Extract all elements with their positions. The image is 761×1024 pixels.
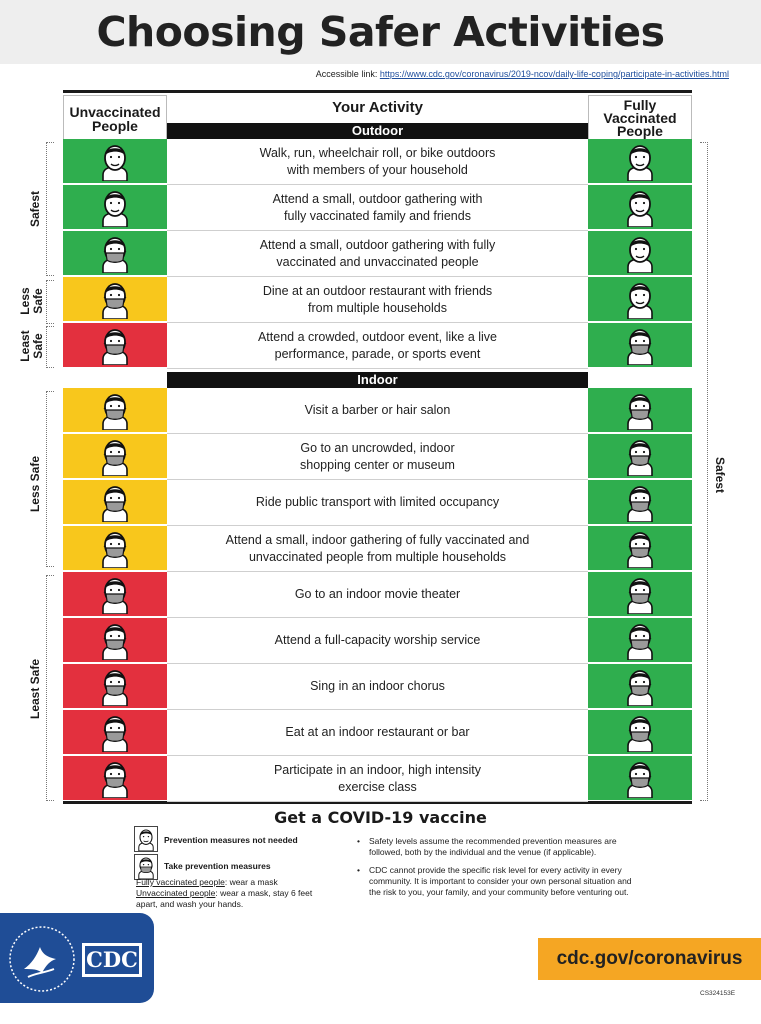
unvaccinated-risk-cell bbox=[63, 480, 167, 524]
activity-text-line2: with members of your household bbox=[287, 162, 468, 177]
face-mask-icon bbox=[622, 528, 658, 568]
note-vaccinated-text: : wear a mask bbox=[224, 877, 278, 887]
activity-cell bbox=[167, 480, 588, 526]
activity-text-line1: Visit a barber or hair salon bbox=[304, 403, 451, 417]
activity-text-line1: Go to an indoor movie theater bbox=[294, 587, 461, 601]
activity-cell bbox=[167, 710, 588, 756]
unvaccinated-risk-cell bbox=[63, 231, 167, 275]
activity-text-line1: Walk, run, wheelchair roll, or bike outdoors bbox=[259, 145, 496, 160]
activity-text-line1: Attend a small, indoor gathering of fully vaccinated and bbox=[225, 532, 530, 547]
face-mask-icon bbox=[97, 620, 133, 660]
face-no-mask-icon bbox=[97, 141, 133, 181]
face-mask-icon bbox=[97, 279, 133, 319]
activity-text-line1: Eat at an indoor restaurant or bar bbox=[285, 725, 470, 739]
disclaimer-item: • CDC cannot provide the specific risk level for every activity in every community. It is important to consider your own personal situation and the risk to you, your family, and your community before venturing out. bbox=[357, 865, 637, 898]
activity-cell bbox=[167, 572, 588, 618]
activity-text-line2: performance, parade, or sports event bbox=[274, 346, 481, 361]
unvaccinated-risk-cell bbox=[63, 323, 167, 367]
vaccinated-risk-cell bbox=[588, 185, 692, 229]
table-row bbox=[63, 388, 692, 434]
activity-text-line1: Attend a full-capacity worship service bbox=[274, 633, 481, 647]
vaccinated-column-header: Fully Vaccinated People bbox=[588, 95, 692, 140]
activities-table bbox=[63, 90, 692, 804]
unvaccinated-risk-cell bbox=[63, 756, 167, 800]
group-label-least-safe-indoor: Least Safe bbox=[28, 658, 42, 720]
unvaccinated-risk-cell bbox=[63, 434, 167, 478]
unvaccinated-risk-cell bbox=[63, 664, 167, 708]
activity-text-line2: from multiple households bbox=[308, 300, 447, 315]
face-no-mask-icon bbox=[134, 826, 158, 852]
cdc-logo bbox=[0, 913, 154, 1003]
face-mask-icon bbox=[622, 574, 658, 614]
activity-text-line2: vaccinated and unvaccinated people bbox=[276, 254, 479, 269]
face-mask-icon bbox=[97, 666, 133, 706]
group-label-less-safe-line2: Safe bbox=[31, 288, 45, 314]
vaccinated-risk-cell bbox=[588, 710, 692, 754]
group-bracket-least-safe-indoor bbox=[46, 575, 54, 801]
vaccinated-risk-cell bbox=[588, 277, 692, 321]
accessible-link[interactable]: https://www.cdc.gov/coronavirus/2019-ncov/daily-life-coping/participate-in-activities.html bbox=[379, 69, 729, 79]
unvaccinated-risk-cell bbox=[63, 618, 167, 662]
activity-text-line1: Participate in an indoor, high intensity bbox=[273, 762, 482, 777]
activity-cell bbox=[167, 231, 588, 277]
note-unvaccinated-cont: apart, and wash your hands. bbox=[136, 899, 244, 909]
group-bracket-least-safe-outdoor bbox=[46, 326, 54, 368]
accessible-link-line bbox=[0, 69, 729, 79]
group-label-safest: Safest bbox=[28, 190, 42, 228]
activity-cell bbox=[167, 664, 588, 710]
document-code: CS324153E bbox=[700, 990, 736, 997]
face-mask-icon bbox=[622, 390, 658, 430]
face-no-mask-icon bbox=[622, 187, 658, 227]
activity-column-header: Your Activity bbox=[332, 99, 423, 116]
face-mask-icon bbox=[97, 574, 133, 614]
disclaimer-list bbox=[357, 836, 637, 905]
table-row bbox=[63, 756, 692, 802]
page-title: Choosing Safer Activities bbox=[96, 8, 665, 56]
vaccinated-risk-cell bbox=[588, 480, 692, 524]
table-row bbox=[63, 139, 692, 185]
section-bar-outdoor: Outdoor bbox=[167, 123, 588, 139]
face-mask-icon bbox=[97, 482, 133, 522]
table-row bbox=[63, 323, 692, 369]
group-bracket-less-safe-outdoor bbox=[46, 280, 54, 324]
table-row bbox=[63, 664, 692, 710]
activity-cell bbox=[167, 434, 588, 480]
activity-cell bbox=[167, 618, 588, 664]
table-row bbox=[63, 526, 692, 572]
note-vaccinated bbox=[136, 877, 346, 888]
legend-no-mask-label: Prevention measures not needed bbox=[164, 835, 298, 845]
activity-cell bbox=[167, 185, 588, 231]
activity-text-line1: Go to an uncrowded, indoor bbox=[300, 440, 455, 455]
group-label-least-safe-line2: Safe bbox=[31, 333, 45, 359]
activity-cell bbox=[167, 277, 588, 323]
unvaccinated-column-header: Unvaccinated People bbox=[63, 95, 167, 140]
unvaccinated-risk-cell bbox=[63, 139, 167, 183]
face-mask-icon bbox=[97, 233, 133, 273]
face-mask-icon bbox=[622, 482, 658, 522]
vaccine-callout: Get a COVID-19 vaccine bbox=[274, 808, 487, 827]
activity-text-line2: exercise class bbox=[338, 779, 417, 794]
note-vaccinated-label: Fully vaccinated people bbox=[136, 877, 225, 887]
activity-text-line2: unvaccinated people from multiple households bbox=[248, 549, 507, 564]
unvaccinated-risk-cell bbox=[63, 572, 167, 616]
note-unvaccinated-label: Unvaccinated people bbox=[136, 888, 216, 898]
vaccinated-risk-cell bbox=[588, 231, 692, 275]
face-no-mask-icon bbox=[622, 233, 658, 273]
table-row bbox=[63, 434, 692, 480]
unvaccinated-risk-cell bbox=[63, 277, 167, 321]
face-mask-icon bbox=[97, 325, 133, 365]
vaccinated-risk-cell bbox=[588, 526, 692, 570]
vaccinated-risk-cell bbox=[588, 323, 692, 367]
face-mask-icon bbox=[97, 528, 133, 568]
unvaccinated-risk-cell bbox=[63, 185, 167, 229]
disclaimer-item: • Safety levels assume the recommended prevention measures are followed, both by the individual and the venue (if applicable). bbox=[357, 836, 637, 858]
hhs-eagle-icon bbox=[6, 923, 78, 995]
group-label-least-safe-outdoor bbox=[19, 318, 45, 374]
table-row bbox=[63, 480, 692, 526]
face-mask-icon bbox=[622, 666, 658, 706]
cdc-url-banner[interactable]: cdc.gov/coronavirus bbox=[538, 938, 761, 980]
vaccinated-risk-cell bbox=[588, 618, 692, 662]
cdc-logo-text: CDC bbox=[82, 943, 142, 977]
group-label-less-safe-line1: Less bbox=[18, 287, 32, 315]
table-row bbox=[63, 277, 692, 323]
note-unvaccinated-text: : wear a mask, stay 6 feet bbox=[215, 888, 313, 898]
vaccinated-risk-cell bbox=[588, 434, 692, 478]
vaccinated-risk-cell bbox=[588, 756, 692, 800]
activity-cell bbox=[167, 526, 588, 572]
face-mask-icon bbox=[622, 325, 658, 365]
group-label-vaccinated-safest: Safest bbox=[713, 456, 727, 494]
activity-cell bbox=[167, 139, 588, 185]
activity-text-line1: Attend a small, outdoor gathering with bbox=[272, 191, 483, 206]
activity-text-line1: Attend a small, outdoor gathering with fully bbox=[259, 237, 496, 252]
activity-cell bbox=[167, 756, 588, 802]
table-row bbox=[63, 185, 692, 231]
unvaccinated-risk-cell bbox=[63, 526, 167, 570]
vaccinated-risk-cell bbox=[588, 664, 692, 708]
legend-mask-label: Take prevention measures bbox=[164, 861, 271, 871]
face-mask-icon bbox=[97, 758, 133, 798]
table-row bbox=[63, 710, 692, 756]
unvaccinated-risk-cell bbox=[63, 710, 167, 754]
group-label-less-safe-indoor: Less Safe bbox=[28, 455, 42, 513]
activity-text-line2: shopping center or museum bbox=[300, 457, 455, 472]
face-mask-icon bbox=[97, 436, 133, 476]
activity-cell bbox=[167, 323, 588, 369]
group-bracket-vaccinated-safest bbox=[700, 142, 708, 801]
table-row bbox=[63, 572, 692, 618]
vaccinated-risk-cell bbox=[588, 572, 692, 616]
activity-text-line2: fully vaccinated family and friends bbox=[284, 208, 471, 223]
face-mask-icon bbox=[622, 758, 658, 798]
activity-text-line1: Dine at an outdoor restaurant with friends bbox=[262, 283, 493, 298]
activity-text-line1: Sing in an indoor chorus bbox=[310, 679, 445, 693]
face-mask-icon bbox=[97, 390, 133, 430]
face-no-mask-icon bbox=[622, 279, 658, 319]
activity-text-line1: Attend a crowded, outdoor event, like a live bbox=[257, 329, 498, 344]
face-mask-icon bbox=[622, 436, 658, 476]
activity-cell bbox=[167, 388, 588, 434]
table-row bbox=[63, 231, 692, 277]
title-band bbox=[0, 0, 761, 64]
face-mask-icon bbox=[97, 712, 133, 752]
section-bar-indoor: Indoor bbox=[167, 372, 588, 388]
accessible-link-label: Accessible link: bbox=[315, 69, 378, 79]
prevention-notes bbox=[136, 877, 346, 910]
vaccinated-risk-cell bbox=[588, 139, 692, 183]
group-bracket-less-safe-indoor bbox=[46, 391, 54, 567]
face-mask-icon bbox=[622, 620, 658, 660]
face-mask-icon bbox=[622, 712, 658, 752]
table-top-rule bbox=[63, 90, 692, 93]
group-bracket-safest bbox=[46, 142, 54, 276]
activity-text-line1: Ride public transport with limited occupancy bbox=[255, 495, 500, 509]
unvaccinated-risk-cell bbox=[63, 388, 167, 432]
note-unvaccinated bbox=[136, 888, 346, 899]
group-label-least-safe-line1: Least bbox=[18, 330, 32, 362]
table-row bbox=[63, 618, 692, 664]
face-no-mask-icon bbox=[622, 141, 658, 181]
face-no-mask-icon bbox=[97, 187, 133, 227]
vaccinated-risk-cell bbox=[588, 388, 692, 432]
